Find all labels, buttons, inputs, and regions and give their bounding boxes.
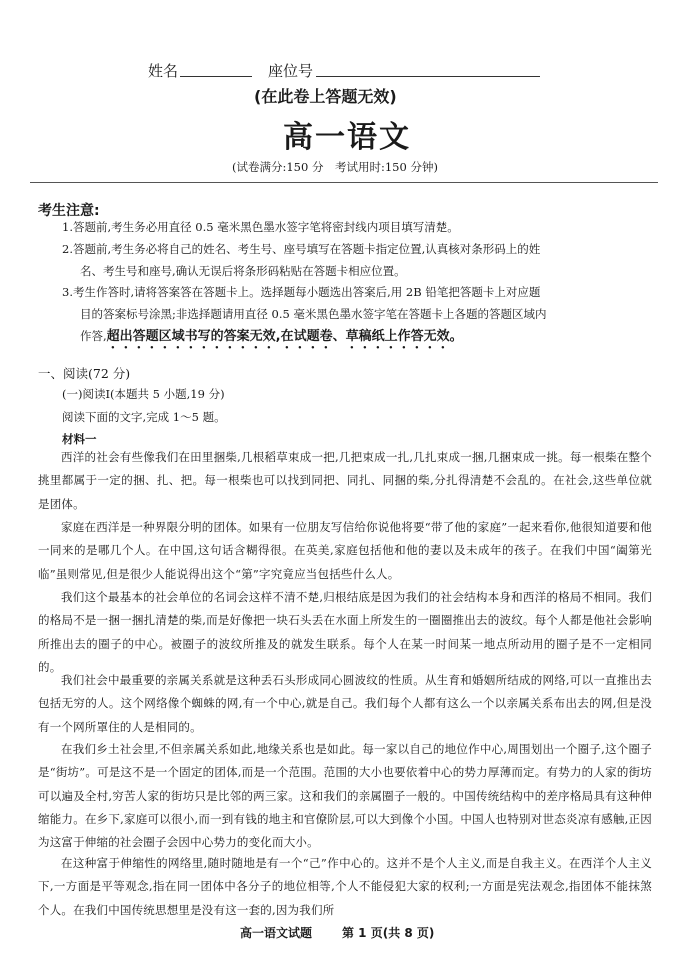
material-label: 材料一 [62,432,97,446]
name-label: 姓名 [148,62,179,80]
paragraph-1: 西洋的社会有些像我们在田里捆柴,几根稻草束成一把,几把束成一扎,几扎束成一捆,几捆束成一挑。每一根柴在整个挑里都属于一定的捆、扎、把。每一根柴也可以找到同把、同扎、同捆的柴,分扎得清楚不会乱的。在社会,这些单位就是团体。 [38,450,652,511]
notice-item-3b: 目的答案标号涂黑;非选择题请用直径 0.5 毫米黑色墨水签字笔在答题卡上各题的答题区域内 [80,307,547,321]
instruction-text: 阅读下面的文字,完成 1～5 题。 [62,410,226,424]
notice-heading: 考生注意: [38,203,100,219]
notice-item-2a: 2.答题前,考生务必将自己的姓名、考生号、座号填写在答题卡指定位置,认真核对条形码上的姓 [62,242,541,256]
notice-item-1: 1.答题前,考生务必用直径 0.5 毫米黑色墨水签字笔将密封线内项目填写清楚。 [62,220,459,234]
seat-blank-line [316,76,540,77]
subsection-heading: (一)阅读Ⅰ(本题共 5 小题,19 分) [62,387,225,401]
paragraph-6: 在这种富于伸缩性的网络里,随时随地是有一个“己”作中心的。这并不是个人主义,而是自我主义。在西洋个人主义下,一方面是平等观念,指在同一团体中各分子的地位相等,个人不能侵犯大家的权利;一方面是宪法观念,指团体不能抹煞个人。在我们中国传统思想里是没有这一套的,因为我们所 [38,856,652,917]
footer-paper-name: 高一语文试题 [240,926,313,940]
notice-item-3a: 3.考生作答时,请将答案答在答题卡上。选择题每小题选出答案后,用 2B 铅笔把答题卡上对应题 [62,285,541,299]
footer-page-number: 第 1 页(共 8 页) [342,926,435,940]
exam-info: (试卷满分:150 分 考试用时:150 分钟) [232,160,438,174]
notice-item-3c [80,325,463,352]
page-title: 高一语文 [283,120,411,155]
seat-label: 座位号 [268,62,314,80]
header-divider [30,182,658,183]
name-blank-line [180,76,252,77]
section-heading: 一、阅读(72 分) [38,366,131,381]
paragraph-4: 我们社会中最重要的亲属关系就是这种丢石头形成同心圆波纹的性质。从生育和婚姻所结成的网络,可以一直推出去包括无穷的人。这个网络像个蜘蛛的网,有一个中心,就是自己。我们每个人都有这么一个以亲属关系布出去的网,但是没有一个网所罩住的人是相同的。 [38,673,652,734]
paragraph-3: 我们这个最基本的社会单位的名词会这样不清不楚,归根结底是因为我们的社会结构本身和西洋的格局不相同。我们的格局不是一捆一捆扎清楚的柴,而是好像把一块石头丢在水面上所发生的一圈圈推出去的波纹。每个人都是他社会影响所推出去的圈子的中心。被圈子的波纹所推及的就发生联系。每个人在某一时间某一地点所动用的圈子是不一定相同的。 [38,590,652,674]
notice-item-3c-prefix: 作答, [80,329,107,343]
paragraph-5: 在我们乡土社会里,不但亲属关系如此,地缘关系也是如此。每一家以自己的地位作中心,周围划出一个圈子,这个圈子是“街坊”。可是这不是一个固定的团体,而是一个范围。范围的大小也要依着中心的势力厚薄而定。有势力的人家的街坊可以遍及全村,穷苦人家的街坊只是比邻的两三家。这和我们的亲属圈子一般的。中国传统结构中的差序格局具有这种伸缩能力。在乡下,家庭可以很小,而一到有钱的地主和官僚阶层,可以大到像个小国。中国人也特别对世态炎凉有感触,正因为这富于伸缩的社会圈子会因中心势力的变化而大小。 [38,742,652,850]
notice-item-2b: 名、考生号和座号,确认无误后将条形码粘贴在答题卡相应位置。 [80,264,406,278]
warning-text: (在此卷上答题无效) [254,87,397,106]
paragraph-2: 家庭在西洋是一种界限分明的团体。如果有一位朋友写信给你说他将要“带了他的家庭”一起来看你,他很知道要和他一同来的是哪几个人。在中国,这句话含糊得很。在英美,家庭包括他和他的妻以及未成年的孩子。在我们中国“阖第光临”虽则常见,但是很少人能说得出这个“第”字究竟应当包括些什么人。 [38,520,652,581]
notice-emphasis: 超出答题区域书写的答案无效,在试题卷、草稿纸上作答无效。 [106,329,463,344]
